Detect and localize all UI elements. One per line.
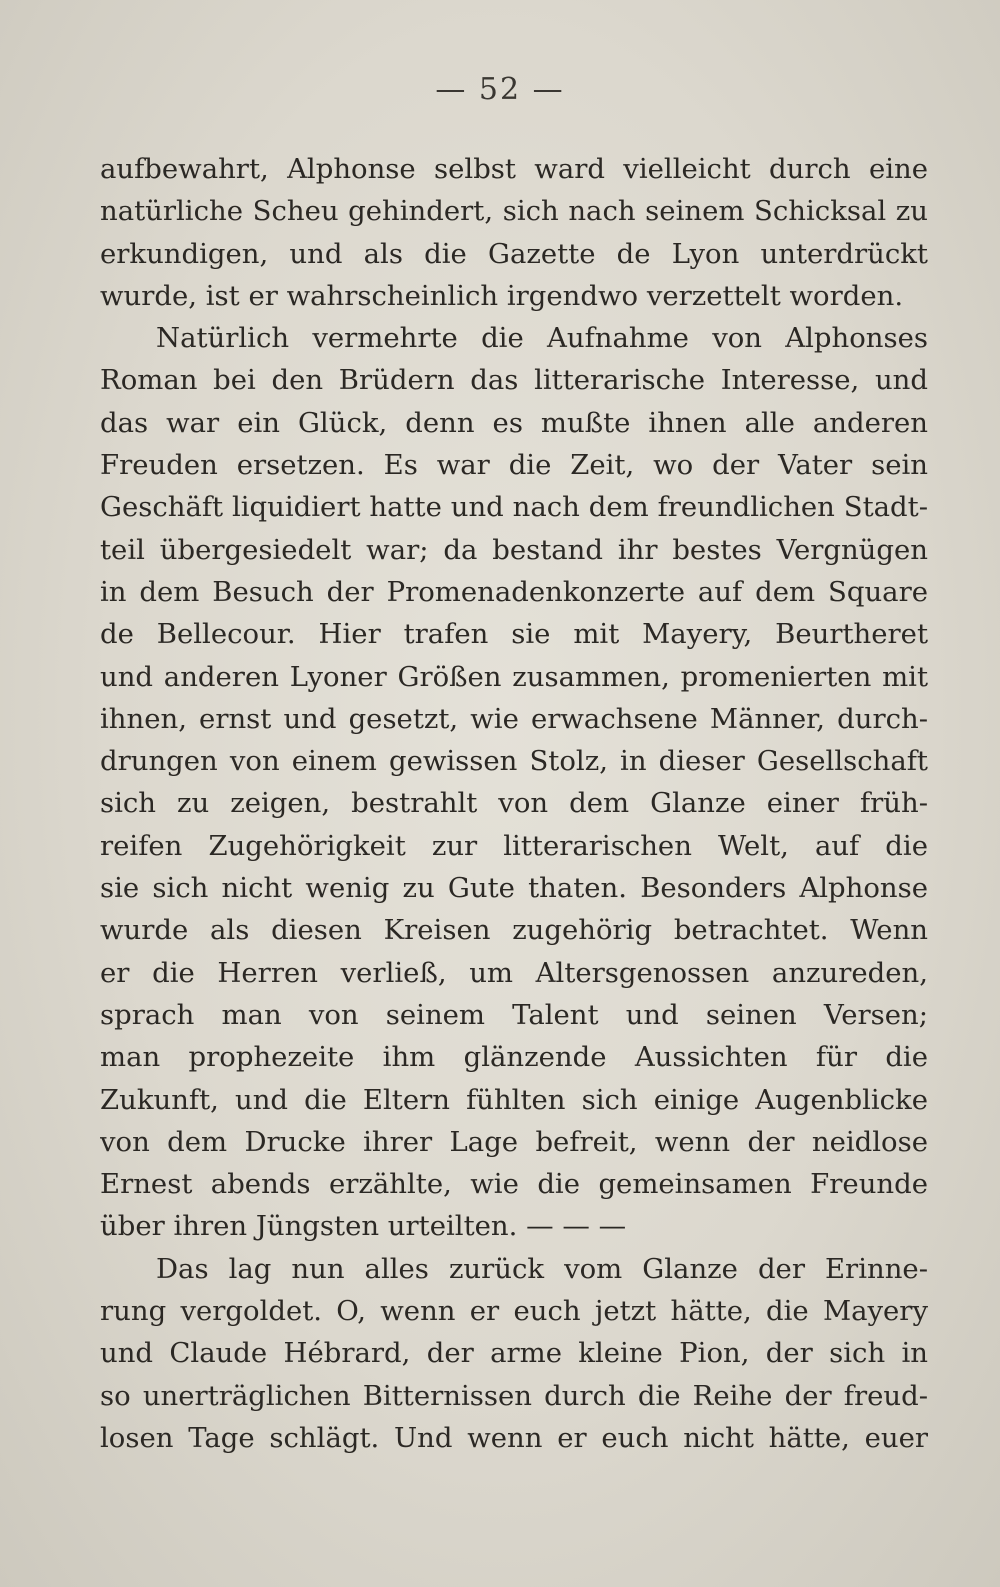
text-line: man prophezeite ihm glänzende Aussichten für die <box>100 1041 928 1074</box>
text-line: so unerträglichen Bitternissen durch die Reihe der freud- <box>100 1379 928 1412</box>
page-number: — 52 — <box>435 72 565 107</box>
text-line: er die Herren verließ, um Altersgenossen anzureden, <box>100 956 928 989</box>
text-line: de Bellecour. Hier trafen sie mit Mayery, Beurtheret <box>100 618 928 651</box>
text-line: Freuden ersetzen. Es war die Zeit, wo der Vater sein <box>100 449 928 482</box>
text-line: und anderen Lyoner Größen zusammen, promenierten mit <box>100 660 928 693</box>
text-line: natürliche Scheu gehindert, sich nach seinem Schicksal zu <box>100 195 928 228</box>
text-line: teil übergesiedelt war; da bestand ihr bestes Vergnügen <box>100 533 928 566</box>
text-line: von dem Drucke ihrer Lage befreit, wenn der neidlose <box>100 1125 928 1158</box>
text-line: erkundigen, und als die Gazette de Lyon unterdrückt <box>100 237 928 270</box>
text-line: Ernest abends erzählte, wie die gemeinsamen Freunde <box>100 1168 928 1201</box>
body-text <box>100 148 928 1459</box>
text-line: wurde, ist er wahrscheinlich irgendwo verzettelt worden. <box>100 279 904 312</box>
text-line: losen Tage schlägt. Und wenn er euch nicht hätte, euer <box>100 1421 928 1454</box>
text-line: und Claude Hébrard, der arme kleine Pion, der sich in <box>100 1337 928 1370</box>
text-line: Zukunft, und die Eltern fühlten sich einige Augenblicke <box>100 1083 928 1116</box>
text-line: reifen Zugehörigkeit zur litterarischen Welt, auf die <box>100 829 928 862</box>
text-line: ihnen, ernst und gesetzt, wie erwachsene Männer, durch- <box>100 702 928 735</box>
text-line: Roman bei den Brüdern das litterarische Interesse, und <box>100 364 928 397</box>
text-line: sich zu zeigen, bestrahlt von dem Glanze einer früh- <box>100 787 928 820</box>
text-line: rung vergoldet. O, wenn er euch jetzt hätte, die Mayery <box>100 1295 928 1328</box>
text-line: drungen von einem gewissen Stolz, in dieser Gesellschaft <box>100 745 928 778</box>
text-line: Das lag nun alles zurück vom Glanze der Erinne- <box>156 1252 928 1285</box>
text-line: über ihren Jüngsten urteilten. — — — <box>100 1210 627 1243</box>
text-line: Natürlich vermehrte die Aufnahme von Alphonses <box>156 322 928 355</box>
text-line: sie sich nicht wenig zu Gute thaten. Besonders Alphonse <box>100 872 928 905</box>
text-line: das war ein Glück, denn es mußte ihnen alle anderen <box>100 406 928 439</box>
text-line: sprach man von seinem Talent und seinen Versen; <box>100 998 928 1031</box>
text-line: aufbewahrt, Alphonse selbst ward vielleicht durch eine <box>100 153 928 185</box>
text-line: wurde als diesen Kreisen zugehörig betrachtet. Wenn <box>100 914 928 947</box>
text-line: Geschäft liquidiert hatte und nach dem freundlichen Stadt- <box>100 491 928 524</box>
text-line: in dem Besuch der Promenadenkonzerte auf dem Square <box>100 575 928 608</box>
